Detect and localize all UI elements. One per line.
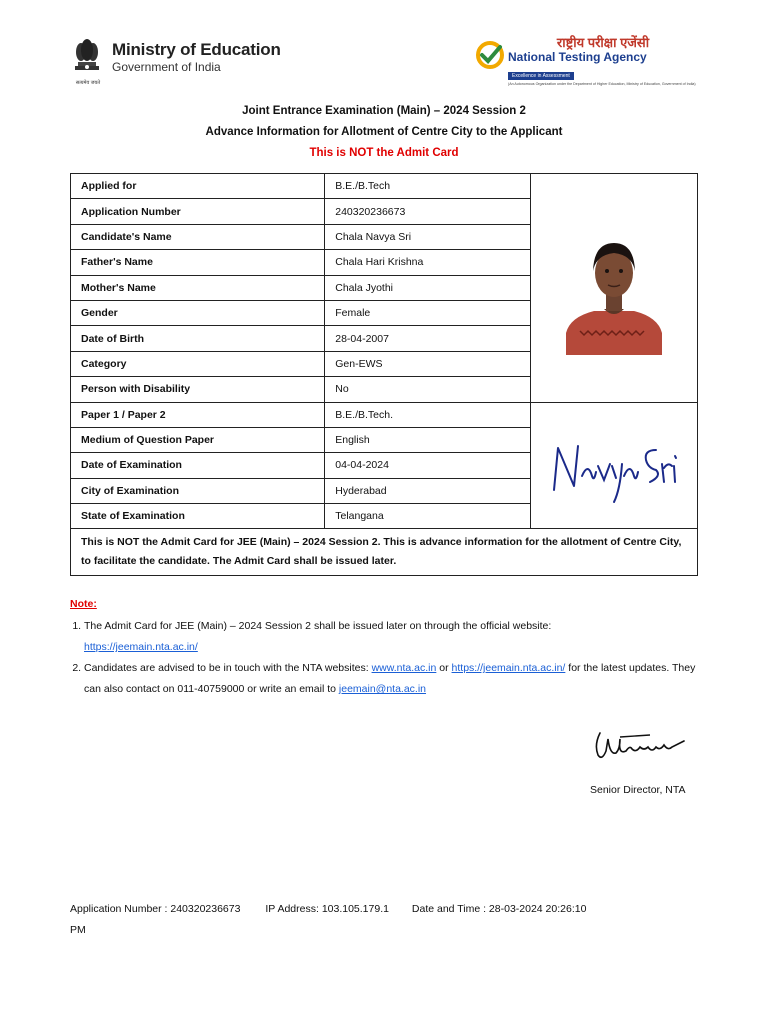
photo-cell (530, 174, 697, 403)
notes-section (70, 598, 700, 700)
row-label: Medium of Question Paper (71, 427, 325, 452)
candidate-signature (544, 420, 684, 510)
row-label: Category (71, 351, 325, 376)
row-label: Mother's Name (71, 275, 325, 300)
row-value: B.E./B.Tech (325, 174, 531, 199)
row-value: English (325, 427, 531, 452)
email-link[interactable]: jeemain@nta.ac.in (338, 683, 427, 695)
row-label: State of Examination (71, 504, 325, 529)
row-value: Chala Navya Sri (325, 224, 531, 249)
jeemain-link[interactable]: https://jeemain.nta.ac.in/ (84, 641, 198, 653)
row-label: Candidate's Name (71, 224, 325, 249)
title-advance-info: Advance Information for Allotment of Centre City to the Applicant (205, 126, 563, 138)
note-2-text: Candidates are advised to be in touch with the NTA websites: (84, 662, 369, 674)
row-value: No (325, 377, 531, 402)
nta-check-icon (475, 36, 505, 75)
row-value: Female (325, 300, 531, 325)
row-label: Date of Birth (71, 326, 325, 351)
table-note: This is NOT the Admit Card for JEE (Main) – 2024 Session 2. This is advance information for the allotment of Centre City, to facilitate the candidate. The Admit Card shall be issued later. (71, 529, 698, 576)
table-row (71, 174, 698, 199)
note-1-text: The Admit Card for JEE (Main) – 2024 Session 2 shall be issued later on through the official website: (84, 620, 552, 632)
government-name: Government of India (112, 60, 221, 74)
footer-ip-address: IP Address: 103.105.179.1 (265, 903, 389, 915)
row-value: 240320236673 (325, 199, 531, 224)
nta-logo (475, 36, 698, 87)
ministry-name: Ministry of Education (112, 40, 281, 59)
page-header (70, 36, 698, 86)
row-value: Gen-EWS (325, 351, 531, 376)
row-value: Telangana (325, 504, 531, 529)
signature-cell (530, 402, 697, 529)
candidate-photo (560, 221, 668, 355)
director-role: Senior Director, NTA (590, 784, 686, 796)
table-row (71, 529, 698, 576)
candidate-details-table (70, 173, 698, 576)
row-label: Person with Disability (71, 377, 325, 402)
row-label: Date of Examination (71, 453, 325, 478)
nta-website-link[interactable]: www.nta.ac.in (371, 662, 437, 674)
document-titles (0, 101, 768, 164)
jeemain-website-link[interactable]: https://jeemain.nta.ac.in/ (451, 662, 566, 674)
row-label: Father's Name (71, 250, 325, 275)
notes-list (70, 616, 700, 700)
row-value: Hyderabad (325, 478, 531, 503)
page-footer (70, 899, 590, 941)
agency-subtitle: (An Autonomous Organization under the Department of Higher Education, Ministry of Education, Government of India) (508, 82, 696, 86)
title-exam: Joint Entrance Examination (Main) – 2024 Session 2 (242, 105, 526, 117)
title-warning: This is NOT the Admit Card (309, 147, 459, 159)
list-item (84, 658, 700, 700)
row-label: Application Number (71, 199, 325, 224)
national-emblem-icon (70, 36, 104, 86)
note-2-or: or (439, 662, 449, 674)
agency-name-hindi: राष्ट्रीय परीक्षा एजेंसी (556, 35, 650, 50)
row-label: Applied for (71, 174, 325, 199)
row-value: 28-04-2007 (325, 326, 531, 351)
row-label: City of Examination (71, 478, 325, 503)
row-value: 04-04-2024 (325, 453, 531, 478)
agency-tagline: Excellence in Assessment (508, 72, 574, 80)
row-label: Gender (71, 300, 325, 325)
emblem-motto: सत्यमेव जयते (75, 80, 101, 86)
table-row (71, 402, 698, 427)
director-block (590, 725, 710, 796)
row-value: Chala Hari Krishna (325, 250, 531, 275)
footer-application-number: Application Number : 240320236673 (70, 903, 241, 915)
note-2-text-continued: for the latest updates. They can also contact on 011-40759000 or write an email to (84, 662, 696, 695)
footer-datetime: Date and Time : 28-03-2024 20:26:10 PM (70, 903, 587, 936)
ministry-logo (70, 36, 281, 86)
row-label: Paper 1 / Paper 2 (71, 402, 325, 427)
list-item (84, 616, 700, 658)
row-value: B.E./B.Tech. (325, 402, 531, 427)
director-signature (590, 725, 710, 770)
agency-name: National Testing Agency (508, 50, 647, 64)
row-value: Chala Jyothi (325, 275, 531, 300)
notes-heading: Note: (70, 598, 97, 610)
